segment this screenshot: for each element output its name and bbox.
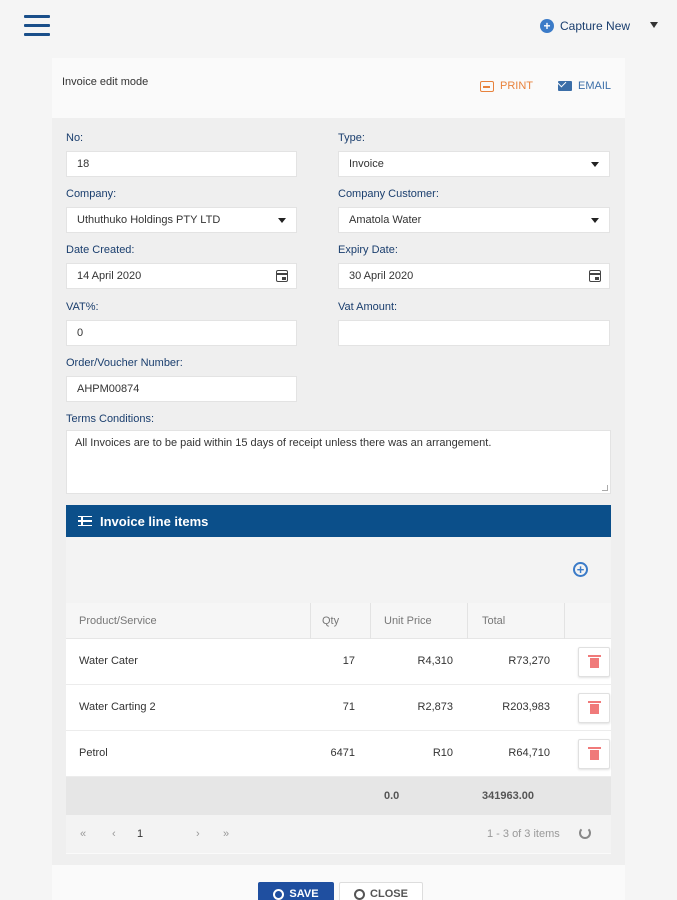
pager-info: 1 - 3 of 3 items — [487, 828, 560, 840]
type-select[interactable] — [338, 151, 610, 177]
date-created-value: 14 April 2020 — [77, 270, 142, 282]
qty-cell: 71 — [342, 701, 355, 713]
no-field[interactable] — [66, 151, 297, 177]
close-button[interactable] — [339, 882, 423, 900]
table-row[interactable] — [66, 731, 611, 777]
terms-textarea[interactable] — [66, 430, 611, 494]
company-label: Company: — [66, 188, 117, 200]
print-label: PRINT — [500, 80, 533, 92]
vat-amount-field[interactable] — [338, 320, 610, 346]
customer-select[interactable] — [338, 207, 610, 233]
prev-page-button[interactable]: ‹ — [112, 828, 116, 840]
column-header-unit-price[interactable]: Unit Price — [384, 615, 432, 627]
customer-value: Amatola Water — [349, 214, 422, 226]
add-line-item-icon[interactable]: + — [573, 562, 588, 577]
type-label: Type: — [338, 132, 365, 144]
vat-field[interactable] — [66, 320, 297, 346]
top-bar — [0, 0, 677, 56]
order-number-value: AHPM00874 — [77, 383, 140, 395]
total-cell: R203,983 — [502, 701, 550, 713]
invoice-card — [52, 58, 625, 900]
menu-icon[interactable] — [24, 15, 50, 37]
column-divider — [370, 603, 371, 639]
page-title: Invoice edit mode — [62, 76, 149, 88]
email-label: EMAIL — [578, 80, 612, 92]
calendar-icon[interactable] — [276, 270, 288, 282]
expiry-date-picker[interactable] — [338, 263, 610, 289]
capture-new-button[interactable] — [540, 19, 630, 33]
chevron-down-icon — [591, 162, 599, 167]
dropdown-caret-icon[interactable] — [650, 22, 658, 28]
terms-label: Terms Conditions: — [66, 413, 155, 425]
customer-label: Company Customer: — [338, 188, 439, 200]
chevron-down-icon — [278, 218, 286, 223]
totals-row — [66, 777, 611, 815]
delete-row-button[interactable] — [578, 739, 610, 769]
print-button[interactable] — [480, 80, 533, 92]
save-icon — [273, 889, 284, 900]
product-cell: Petrol — [79, 747, 108, 759]
type-value: Invoice — [349, 158, 384, 170]
grid-toolbar — [66, 537, 611, 603]
qty-cell: 17 — [342, 655, 355, 667]
total-cell: R73,270 — [508, 655, 550, 667]
next-page-button[interactable]: › — [196, 828, 200, 840]
save-button[interactable] — [258, 882, 334, 900]
expiry-date-value: 30 April 2020 — [349, 270, 414, 282]
envelope-icon — [558, 81, 572, 91]
column-divider — [564, 603, 565, 639]
email-button[interactable] — [558, 80, 611, 92]
date-created-picker[interactable] — [66, 263, 297, 289]
last-page-button[interactable]: » — [223, 828, 230, 840]
line-items-title: Invoice line items — [100, 513, 209, 529]
first-page-button[interactable]: « — [80, 828, 87, 840]
line-items-grid — [66, 537, 611, 854]
save-label: SAVE — [289, 888, 319, 900]
date-created-label: Date Created: — [66, 244, 135, 256]
no-label: No: — [66, 132, 84, 144]
trash-icon — [590, 704, 599, 714]
add-circle-icon: + — [540, 19, 554, 33]
chevron-down-icon — [591, 218, 599, 223]
unit-price-cell: R4,310 — [417, 655, 453, 667]
terms-value: All Invoices are to be paid within 15 days of receipt unless there was an arrangement. — [75, 437, 492, 449]
vat-label: VAT%: — [66, 301, 99, 313]
order-number-label: Order/Voucher Number: — [66, 357, 183, 369]
close-label: CLOSE — [370, 888, 408, 900]
column-header-total[interactable]: Total — [482, 615, 506, 627]
unit-price-cell: R10 — [432, 747, 453, 759]
unit-price-sum: 0.0 — [384, 790, 400, 802]
table-row[interactable] — [66, 639, 611, 685]
printer-icon — [480, 81, 494, 92]
calendar-icon[interactable] — [589, 270, 601, 282]
column-divider — [310, 603, 311, 639]
no-value: 18 — [77, 158, 90, 170]
total-cell: R64,710 — [508, 747, 550, 759]
list-icon — [78, 516, 92, 526]
grid-header — [66, 603, 611, 639]
close-icon — [354, 889, 365, 900]
unit-price-cell: R2,873 — [417, 701, 453, 713]
column-header-qty[interactable]: Qty — [322, 615, 340, 627]
resize-handle-icon[interactable] — [602, 485, 608, 491]
product-cell: Water Carting 2 — [79, 701, 156, 713]
vat-value: 0 — [77, 327, 84, 339]
current-page[interactable]: 1 — [137, 828, 144, 840]
vat-amount-label: Vat Amount: — [338, 301, 398, 313]
column-header-product[interactable]: Product/Service — [79, 615, 157, 627]
company-select[interactable] — [66, 207, 297, 233]
product-cell: Water Cater — [79, 655, 138, 667]
pagination — [66, 815, 611, 853]
line-items-header — [66, 505, 611, 537]
expiry-date-label: Expiry Date: — [338, 244, 398, 256]
company-value: Uthuthuko Holdings PTY LTD — [77, 214, 221, 226]
delete-row-button[interactable] — [578, 693, 610, 723]
card-header — [52, 58, 625, 118]
table-row[interactable] — [66, 685, 611, 731]
trash-icon — [590, 750, 599, 760]
order-number-field[interactable] — [66, 376, 297, 402]
column-divider — [467, 603, 468, 639]
delete-row-button[interactable] — [578, 647, 610, 677]
refresh-icon[interactable] — [579, 827, 591, 839]
total-sum: 341963.00 — [482, 790, 534, 802]
capture-new-label: Capture New — [560, 19, 631, 33]
trash-icon — [590, 658, 599, 668]
qty-cell: 6471 — [330, 747, 355, 759]
